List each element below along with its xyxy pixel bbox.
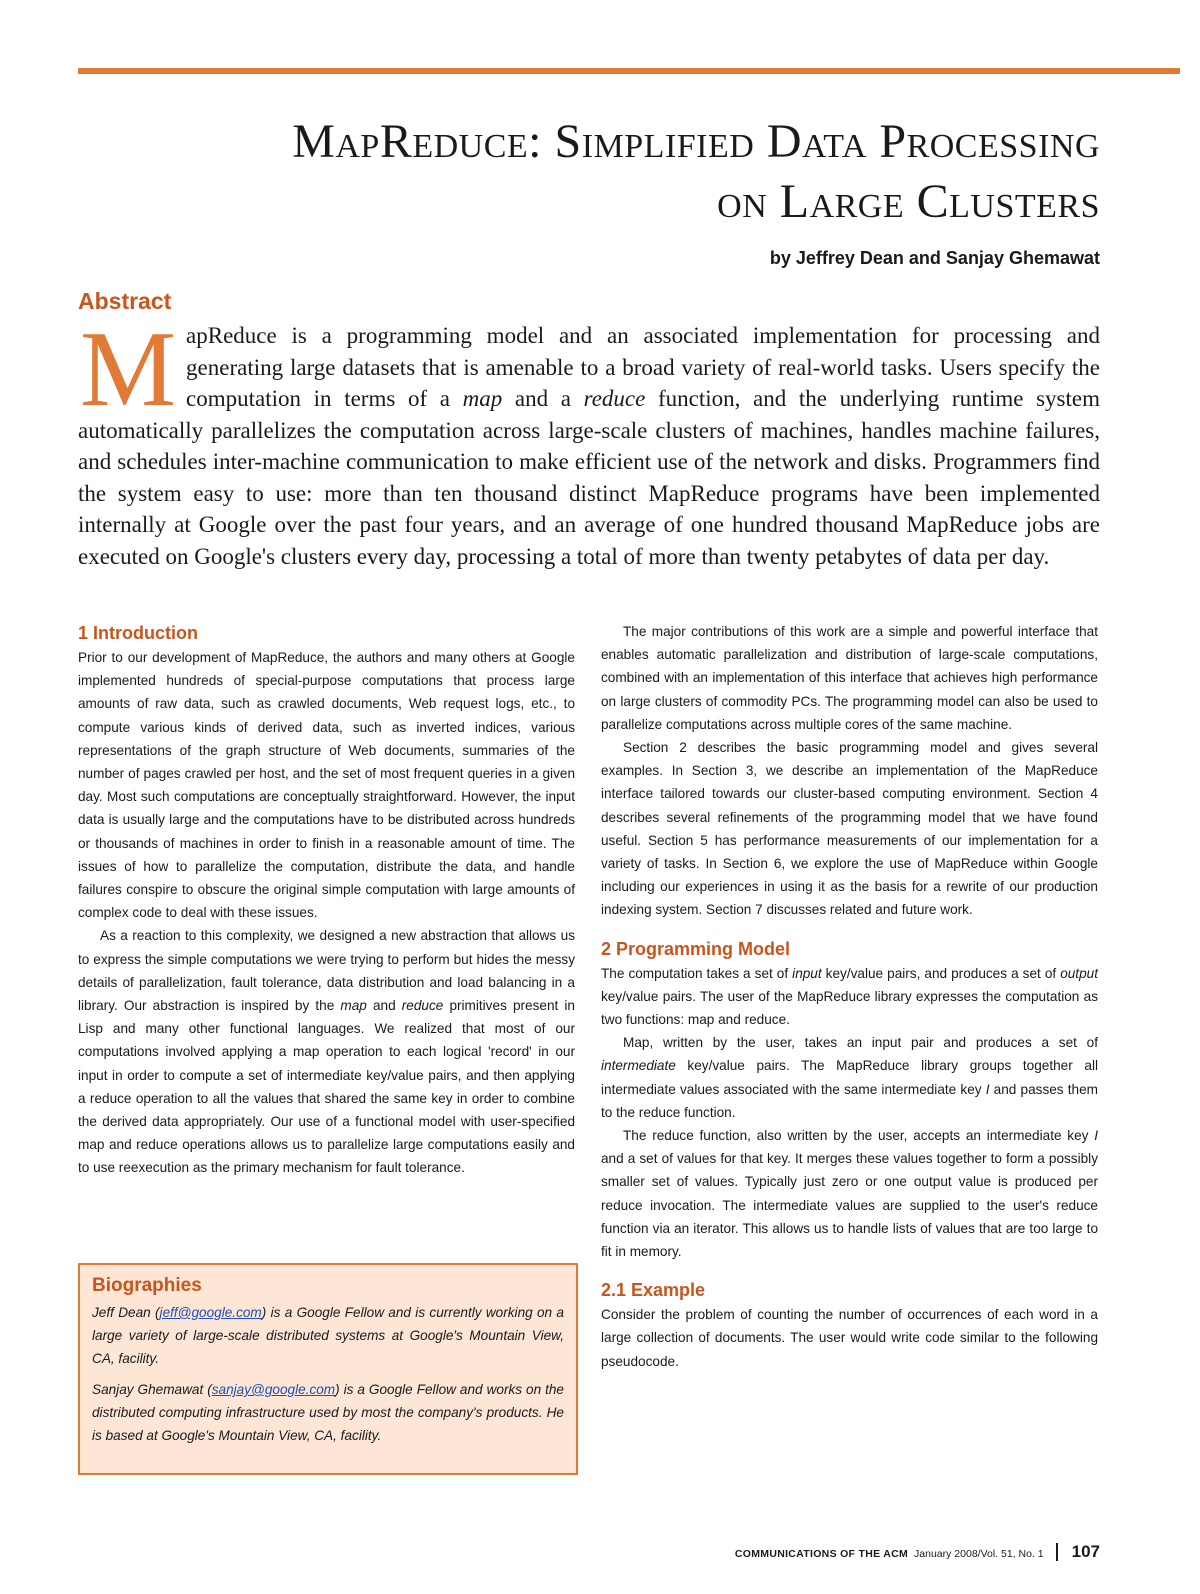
- right-column: [601, 620, 1098, 1373]
- abstract-heading: Abstract: [78, 288, 172, 314]
- pm-p2-text-b: key/value pairs. The MapReduce library groups together all intermediate values associated with the same intermediate key: [601, 1058, 1098, 1097]
- title-line-2: on Large Clusters: [717, 175, 1100, 228]
- intro-p2-em-reduce: reduce: [401, 998, 444, 1014]
- abstract-em-map: map: [462, 386, 503, 411]
- section-heading-introduction: 1 Introduction: [78, 623, 198, 643]
- top-rule: [78, 68, 1180, 74]
- bio-ghemawat-email-link[interactable]: sanjay@google.com: [211, 1382, 336, 1397]
- author-byline: by Jeffrey Dean and Sanjay Ghemawat: [769, 248, 1100, 268]
- biographies-heading: Biographies: [92, 1275, 202, 1296]
- pm-p3-key: I: [1094, 1128, 1098, 1144]
- intro-p2-text-b: and: [366, 998, 402, 1014]
- abstract-text-3: function, and the underlying runtime system automatically parallelizes the computation across large-scale clusters of machines, handles machine failures, and schedules inter-machine communication to make efficient use of the network and disks. Programmers find the system easy to use: more than ten thousand distinct MapReduce programs have been implemented internally at Google over the past four years, and an average of one hundred thousand MapReduce jobs are executed on Google's clusters every day, processing a total of more than twenty petabytes of data per day.: [78, 386, 1100, 569]
- pm-p1-em-input: input: [792, 965, 822, 981]
- title-line-1: MapReduce: Simplified Data Processing: [292, 115, 1100, 168]
- example-paragraph-1: Consider the problem of counting the number of occurrences of each word in a large collection of documents. The user would write code similar to the following pseudocode.: [601, 1307, 1098, 1369]
- contributions-paragraph: The major contributions of this work are a simple and powerful interface that enables automatic parallelization and distribution of large-scale computations, combined with an implementation of this interface that achieves high performance on large clusters of commodity PCs. The programming model can also be used to parallelize computations across multiple cores of the same machine.: [601, 624, 1098, 732]
- bio-dean-name: Jeff Dean (: [92, 1305, 160, 1320]
- section-heading-example: 2.1 Example: [601, 1280, 706, 1301]
- pm-p1-text-c: key/value pairs. The user of the MapReduce library expresses the computation as two functions: map and reduce.: [601, 988, 1098, 1028]
- intro-paragraph-2: [78, 924, 575, 1179]
- intro-p2-text-a: As a reaction to this complexity, we designed a new abstraction that allows us to express the simple computations we were trying to perform but hides the messy details of parallelization, fault tolerance, data distribution and load balancing in a library. Our abstraction is inspired by the: [78, 928, 575, 1014]
- footer-issue: January 2008/Vol. 51, No. 1: [914, 1548, 1044, 1560]
- footer-journal-name: COMMUNICATIONS OF THE ACM: [734, 1548, 909, 1560]
- sections-overview-paragraph: Section 2 describes the basic programming model and gives several examples. In Section 3, we describe an implementation of the MapReduce interface tailored towards our cluster-based computing environment. Section 4 describes several refinements of the programming model that we have found useful. Section 5 has performance measurements of our implementation for a variety of tasks. In Section 6, we explore the use of MapReduce within Google including our experiences in using it as the basis for a rewrite of our production indexing system. Section 7 discusses related and future work.: [601, 740, 1098, 918]
- article-title: [100, 112, 1100, 232]
- page-number: 107: [1071, 1542, 1100, 1561]
- bio-ghemawat: [92, 1378, 564, 1447]
- pm-p2-text-a: Map, written by the user, takes an input pair and produces a set of: [623, 1035, 1098, 1051]
- section-heading-programming-model: 2 Programming Model: [601, 938, 791, 959]
- drop-cap: M: [80, 310, 177, 429]
- intro-paragraph-1: Prior to our development of MapReduce, the authors and many others at Google implemented hundreds of special-purpose computations that process large amounts of raw data, such as crawled documents, Web request logs, etc., to compute various kinds of derived data, such as inverted indices, various representations of the graph structure of Web documents, summaries of the number of pages crawled per host, and the set of most frequent queries in a given day. Most such computations are conceptually straightforward. However, the input data is usually large and the computations have to be distributed across hundreds or thousands of machines in order to finish in a reasonable amount of time. The issues of how to parallelize the computation, distribute the data, and handle failures conspire to obscure the original simple computation with large amounts of complex code to deal with these issues.: [78, 650, 575, 921]
- pm-p2-em-intermediate: intermediate: [601, 1058, 676, 1074]
- abstract-text-2: and a: [502, 386, 584, 411]
- section-gap: [601, 1263, 1098, 1277]
- abstract-em-reduce: reduce: [583, 386, 646, 411]
- bio-ghemawat-text: ) is a Google Fellow and works on the distributed computing infrastructure used by most the company's products. He is based at Google's Mountain View, CA, facility.: [92, 1382, 564, 1443]
- progmodel-paragraph-2: [601, 1031, 1098, 1124]
- pm-p2-text-c: and passes them to the reduce function.: [601, 1081, 1098, 1120]
- bio-dean-text: ) is a Google Fellow and is currently working on a large variety of large-scale distributed systems at Google's Mountain View, CA, facility.: [92, 1305, 564, 1366]
- bio-ghemawat-name: Sanjay Ghemawat (: [92, 1382, 212, 1397]
- pm-p2-key: I: [985, 1081, 990, 1097]
- pm-p1-text-b: key/value pairs, and produces a set of: [821, 965, 1061, 981]
- section-gap: [601, 922, 1098, 936]
- progmodel-paragraph-3: [601, 1124, 1098, 1263]
- pm-p1-em-output: output: [1060, 965, 1098, 981]
- pm-p3-text-b: and a set of values for that key. It merges these values together to form a possibly smaller set of values. Typically just zero or one output value is produced per reduce invocation. The intermediate values are supplied to the user's reduce function via an iterator. This allows us to handle lists of values that are too large to fit in memory.: [601, 1151, 1098, 1260]
- footer-separator: [1056, 1543, 1058, 1561]
- pm-p3-text-a: The reduce function, also written by the user, accepts an intermediate key: [623, 1128, 1095, 1144]
- pm-p1-text-a: The computation takes a set of: [601, 965, 793, 981]
- abstract-body: [78, 310, 1100, 572]
- left-column: [78, 620, 575, 1180]
- intro-p2-em-map: map: [340, 998, 367, 1014]
- bio-dean: [92, 1301, 564, 1370]
- biographies-box: [78, 1263, 578, 1475]
- intro-p2-text-c: primitives present in Lisp and many other functional languages. We realized that most of our computations involved applying a map operation to each logical 'record' in our input in order to compute a set of intermediate key/value pairs, and then applying a reduce operation to all the values that shared the same key in order to combine the derived data appropriately. Our use of a functional model with user-specified map and reduce operations allows us to parallelize large computations easily and to use reexecution as the primary mechanism for fault tolerance.: [78, 998, 575, 1176]
- progmodel-paragraph-1: [601, 962, 1098, 1032]
- abstract-text-1: apReduce is a programming model and an associated implementation for processing and generating large datasets that is amenable to a broad variety of real-world tasks. Users specify the computation in terms of a: [186, 323, 1100, 411]
- bio-dean-email-link[interactable]: jeff@google.com: [159, 1305, 262, 1320]
- page-footer: [735, 1542, 1100, 1562]
